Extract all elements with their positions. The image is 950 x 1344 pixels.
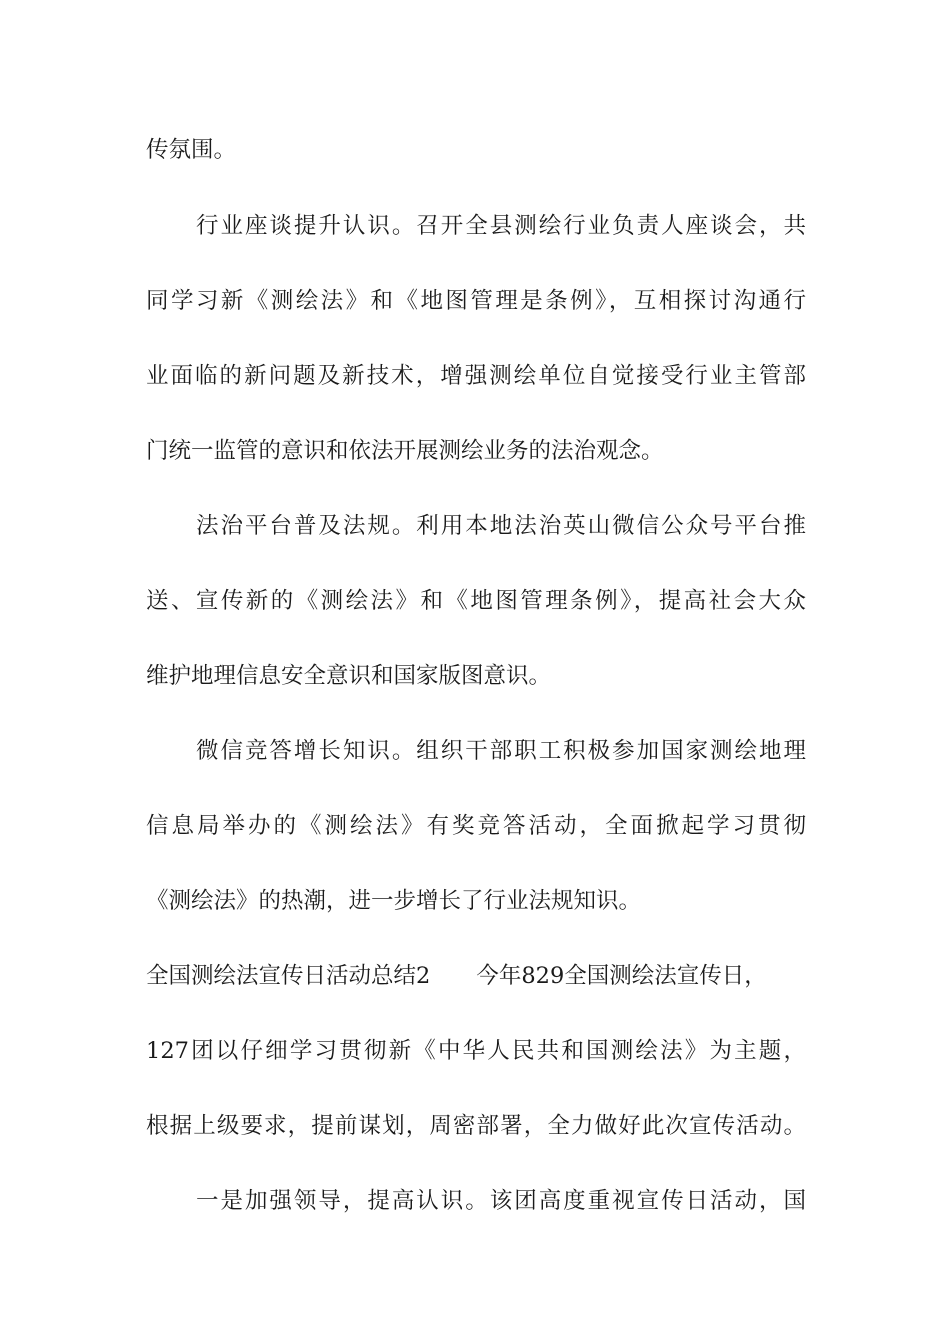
text-line-7: 送、宣传新的《测绘法》和《地图管理条例》，提高社会大众: [146, 588, 806, 614]
text-line-12: [146, 958, 806, 994]
paragraph-heading-leadership: 一是加强领导，提高认识。该团高度重视宣传日活动，国: [196, 1188, 806, 1214]
paragraph-heading-wechat-quiz: 微信竞答增长知识。组织干部职工积极参加国家测绘地理: [196, 738, 806, 764]
section-title: 全国测绘法宣传日活动总结2: [146, 963, 431, 989]
text-line-3: 同学习新《测绘法》和《地图管理是条例》，互相探讨沟通行: [146, 288, 806, 314]
paragraph-heading-legal-platform: 法治平台普及法规。利用本地法治英山微信公众号平台推: [196, 513, 806, 539]
text-line-11: 《测绘法》的热潮，进一步增长了行业法规知识。: [146, 888, 642, 914]
text-line-14: 根据上级要求，提前谋划，周密部署，全力做好此次宣传活动。: [146, 1113, 806, 1139]
section-intro-text: 今年829全国测绘法宣传日，: [476, 963, 767, 989]
text-line-4: 业面临的新问题及新技术，增强测绘单位自觉接受行业主管部: [146, 363, 806, 389]
paragraph-heading-industry-forum: 行业座谈提升认识。召开全县测绘行业负责人座谈会，共: [196, 213, 806, 239]
text-line-1: 传氛围。: [146, 137, 237, 163]
text-line-13: 127团以仔细学习贯彻新《中华人民共和国测绘法》为主题，: [146, 1038, 806, 1064]
text-line-5: 门统一监管的意识和依法开展测绘业务的法治观念。: [146, 438, 664, 464]
text-line-10: 信息局举办的《测绘法》有奖竞答活动，全面掀起学习贯彻: [146, 813, 806, 839]
text-line-8: 维护地理信息安全意识和国家版图意识。: [146, 663, 552, 689]
